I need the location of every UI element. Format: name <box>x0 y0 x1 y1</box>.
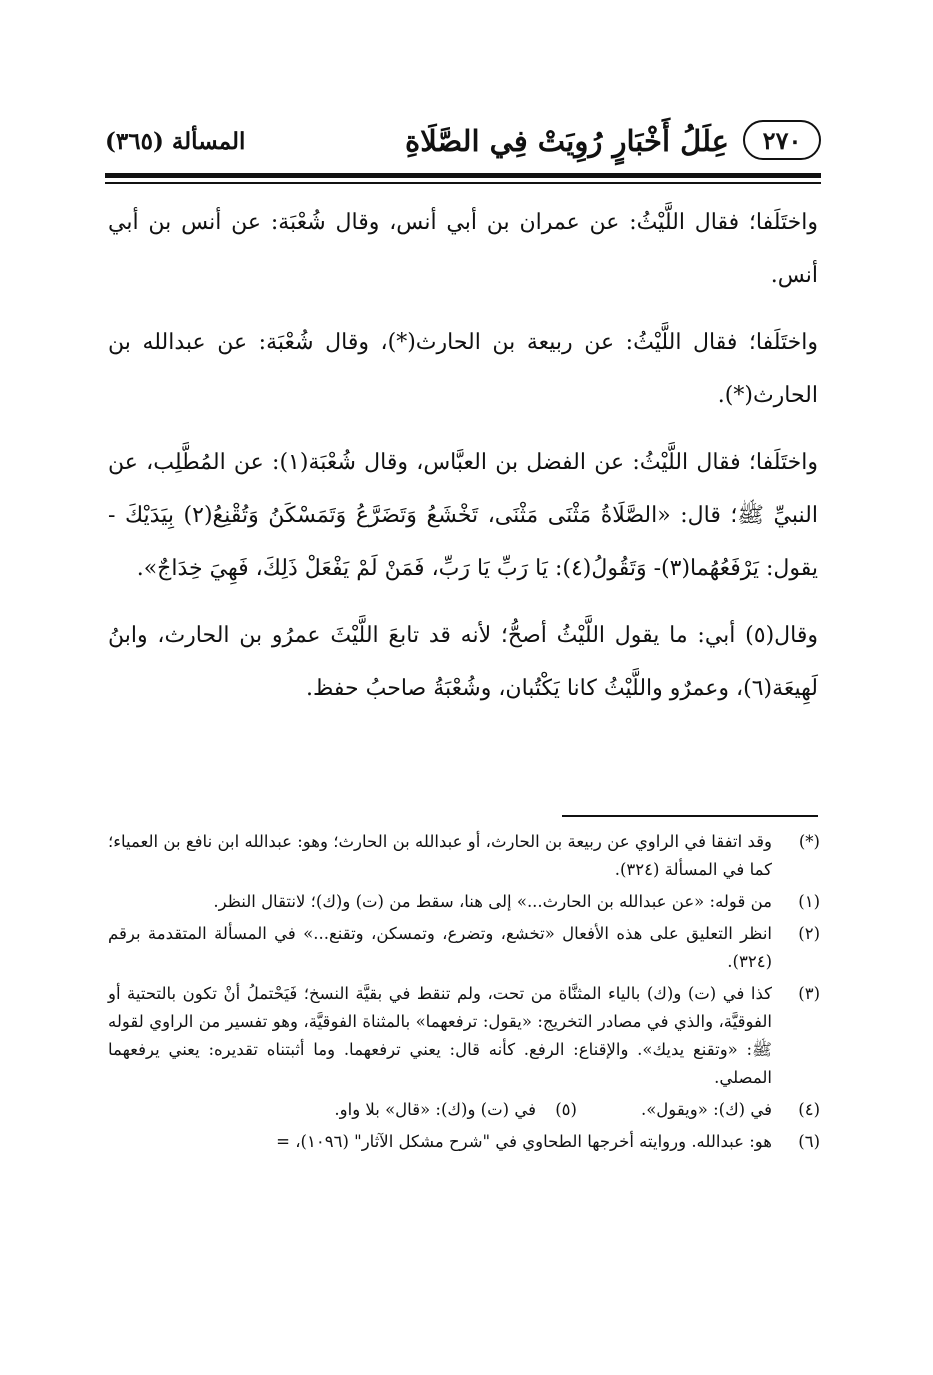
footnote-text: من قوله: «عن عبدالله بن الحارث...» إلى هنا، سقط من (ت) و(ك)؛ لانتقال النظر. <box>213 892 772 911</box>
header-rule-thick <box>105 173 821 178</box>
footnote-mark: (١) <box>798 892 820 911</box>
footnote <box>108 980 820 1092</box>
paragraph: واختَلَفا؛ فقال اللَّيْثُ: عن عمران بن أبي أنس، وقال شُعْبَة: عن أنس بن أبي أنس. <box>108 210 818 288</box>
footnote <box>108 920 820 976</box>
main-text <box>108 196 818 729</box>
footnote-row <box>108 1096 820 1128</box>
footnote <box>641 1096 820 1124</box>
paragraph: واختَلَفا؛ فقال اللَّيْثُ: عن ربيعة بن الحارث(*)، وقال شُعْبَة: عن عبدالله بن الحارث(*). <box>108 330 818 408</box>
footnote <box>334 1096 577 1124</box>
footnote-text: وقد اتفقا في الراوي عن ربيعة بن الحارث، أو عبدالله بن الحارث؛ وهو: عبدالله ابن نافع بن العمياء؛ كما في المسألة (٣٢٤). <box>108 832 772 879</box>
footnote-text: انظر التعليق على هذه الأفعال «تخشع، وتضرع، وتمسكن، وتقنع...» في المسألة المتقدمة برقم (٣٢٤). <box>108 924 772 971</box>
page-number: ٢٧٠ <box>743 120 821 160</box>
footnote-mark: (٢) <box>798 924 820 943</box>
footnote-text: في (ك): «ويقول». <box>640 1100 772 1119</box>
footnote <box>108 888 820 916</box>
footnote-mark: (٦) <box>798 1132 820 1151</box>
page-header <box>105 118 821 168</box>
footnote-mark: (٣) <box>798 984 820 1003</box>
footnote-text: هو: عبدالله. وروايته أخرجها الطحاوي في "شرح مشكل الآثار" (١٠٩٦)، = <box>276 1132 772 1151</box>
header-rule-thin <box>105 182 821 184</box>
footnote-mark: (*) <box>798 832 820 851</box>
book-title: عِلَلُ أَخْبَارٍ رُوِيَتْ فِي الصَّلَاةِ <box>405 124 729 158</box>
paragraph: واختَلَفا؛ فقال اللَّيْثُ: عن الفضل بن العبَّاس، وقال شُعْبَة(١): عن المُطَّلِب، عن النبيِّ ﷺ؛ قال: «الصَّلَاةُ مَثْنَى مَثْنَى، تَخْشَعُ وَتَضَرَّعُ وَتَمَسْكَنُ وَتُقْنِعُ(٢) بِيَدَيْكَ - يقول: يَرْفَعُهُما(٣)- وَتَقُولُ(٤): يَا رَبِّ يَا رَبِّ، فَمَنْ لَمْ يَفْعَلْ ذَلِكَ، فَهِيَ خِدَاجٌ». <box>108 450 818 581</box>
footnote-separator <box>562 815 818 817</box>
footnote <box>108 1128 820 1156</box>
footnote-text: في (ت) و(ك): «قال» بلا واو. <box>334 1100 536 1119</box>
issue-label: المسألة (٣٦٥) <box>105 127 246 155</box>
paragraph: وقال(٥) أبي: ما يقول اللَّيْثُ أصحُّ؛ لأنه قد تابعَ اللَّيْثَ عمرُو بن الحارث، وابنُ لَهِيعَة(٦)، وعمرٌو واللَّيْثُ كانا يَكْتُبان، وشُعْبَةُ صاحبُ حفظ. <box>108 623 818 701</box>
footnote-mark: (٥) <box>555 1100 577 1119</box>
footnotes <box>108 828 820 1160</box>
footnote <box>108 828 820 884</box>
footnote-mark: (٤) <box>798 1100 820 1119</box>
footnote-text: كذا في (ت) و(ك) بالياء المثنَّاة من تحت، ولم تنقط في بقيَّة النسخ؛ فَيَحْتملُ أنْ تكون بالتحتية أو الفوقيَّة، والذي في مصادر التخريج: «يقول: ترفعهما» بالمثناة الفوقيَّة، وهو تفسير من الراوي لقوله ﷺ: «وتقنع يديك». والإقناع: الرفع. كأنه قال: يعني ترفعهما. وما أثبتناه تقديره: يعني يرفعهما المصلي. <box>108 984 772 1087</box>
